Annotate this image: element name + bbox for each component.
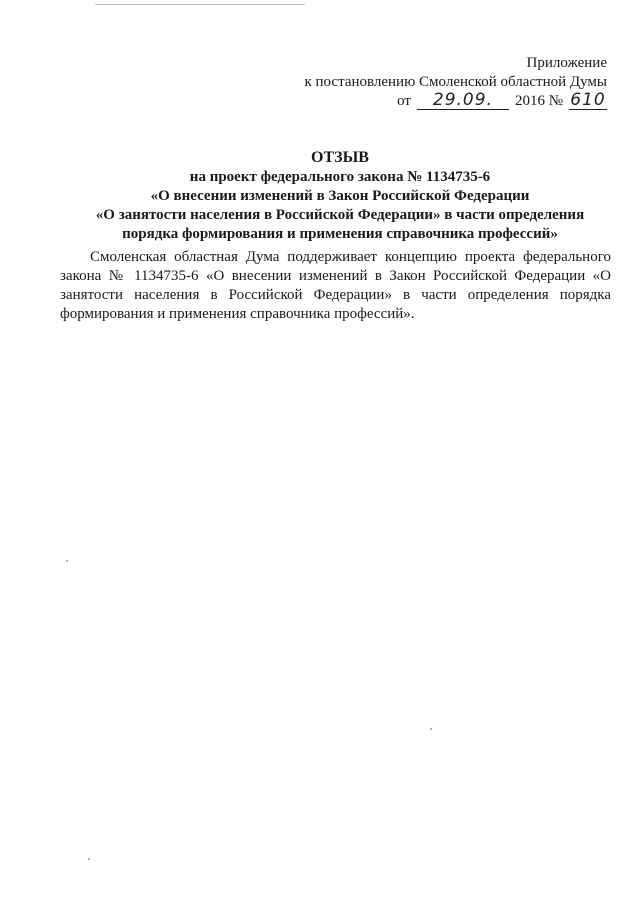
appendix-header	[304, 54, 607, 111]
appendix-resolution-ref: к постановлению Смоленской областной Думы	[304, 74, 607, 90]
title-heading: ОТЗЫВ	[311, 149, 369, 166]
title-line-3: «О занятости населения в Российской Федерации» в части определения	[95, 207, 585, 223]
title-line-1: на проект федерального закона № 1134735-6	[189, 169, 491, 185]
handwritten-number: 610	[570, 90, 606, 110]
appendix-title: Приложение	[526, 55, 607, 71]
title-line-2: «О внесении изменений в Закон Российской Федерации	[150, 188, 530, 204]
appendix-date-number-line	[397, 92, 607, 111]
title-line-4: порядка формирования и применения справочника профессий»	[122, 226, 558, 242]
scan-artifact-dot	[88, 858, 90, 860]
year-number-label: 2016 №	[514, 93, 563, 109]
scan-artifact-dot	[430, 728, 432, 730]
handwritten-date: 29.09.	[432, 90, 493, 110]
scan-artifact-line	[95, 4, 305, 5]
document-title	[60, 148, 620, 244]
scan-artifact-dot	[66, 560, 68, 562]
number-field	[569, 90, 607, 110]
date-field	[417, 90, 509, 110]
from-label: от	[397, 93, 411, 109]
body-paragraph: Смоленская областная Дума поддерживает концепцию проекта федерального закона № 1134735-6 «О внесении изменений в Закон Российской Федерации «О занятости населения в Российской Федерации» в части определения порядка формирования и применения справочника профессий».	[60, 249, 611, 322]
